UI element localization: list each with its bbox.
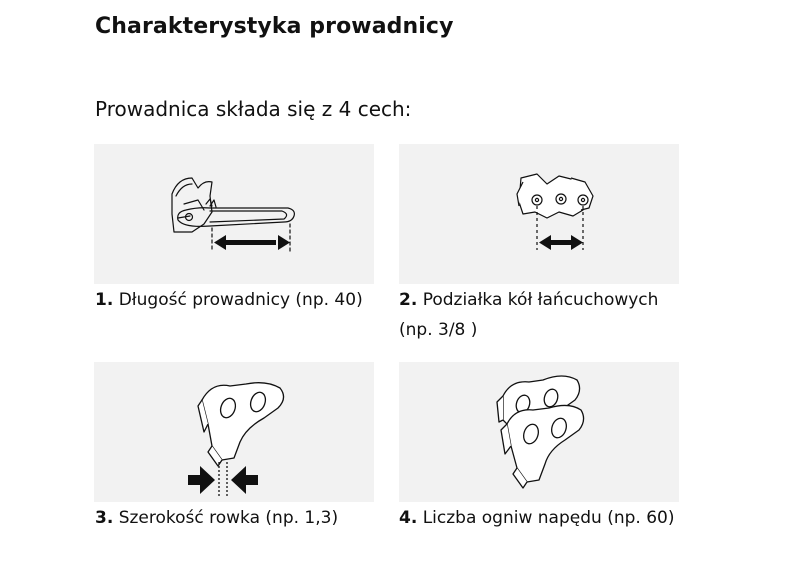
groove-width-illustration	[94, 362, 374, 502]
intro-text: Prowadnica składa się z 4 cech:	[95, 97, 412, 121]
feature-4-text: Liczba ogniw napędu (np. 60)	[422, 508, 675, 528]
feature-3-text: Szerokość rowka (np. 1,3)	[118, 508, 339, 528]
feature-4-number: 4.	[399, 508, 418, 528]
feature-2-number: 2.	[399, 290, 418, 310]
groove-width-icon	[94, 362, 374, 502]
page-title: Charakterystyka prowadnicy	[95, 14, 454, 39]
feature-1-number: 1.	[95, 290, 114, 310]
feature-2-caption	[399, 285, 689, 345]
chain-pitch-icon	[399, 144, 679, 284]
bar-length-illustration	[94, 144, 374, 284]
feature-3-number: 3.	[95, 508, 114, 528]
feature-3-caption	[95, 503, 385, 533]
feature-1-caption	[95, 285, 385, 315]
drive-links-illustration	[399, 362, 679, 502]
drive-links-icon	[399, 362, 679, 502]
pitch-illustration	[399, 144, 679, 284]
feature-2-text: Podziałka kół łańcuchowych (np. 3/8 )	[399, 290, 659, 340]
feature-1-text: Długość prowadnicy (np. 40)	[118, 290, 363, 310]
chainsaw-bar-length-icon	[94, 144, 374, 284]
feature-4-caption	[399, 503, 689, 533]
